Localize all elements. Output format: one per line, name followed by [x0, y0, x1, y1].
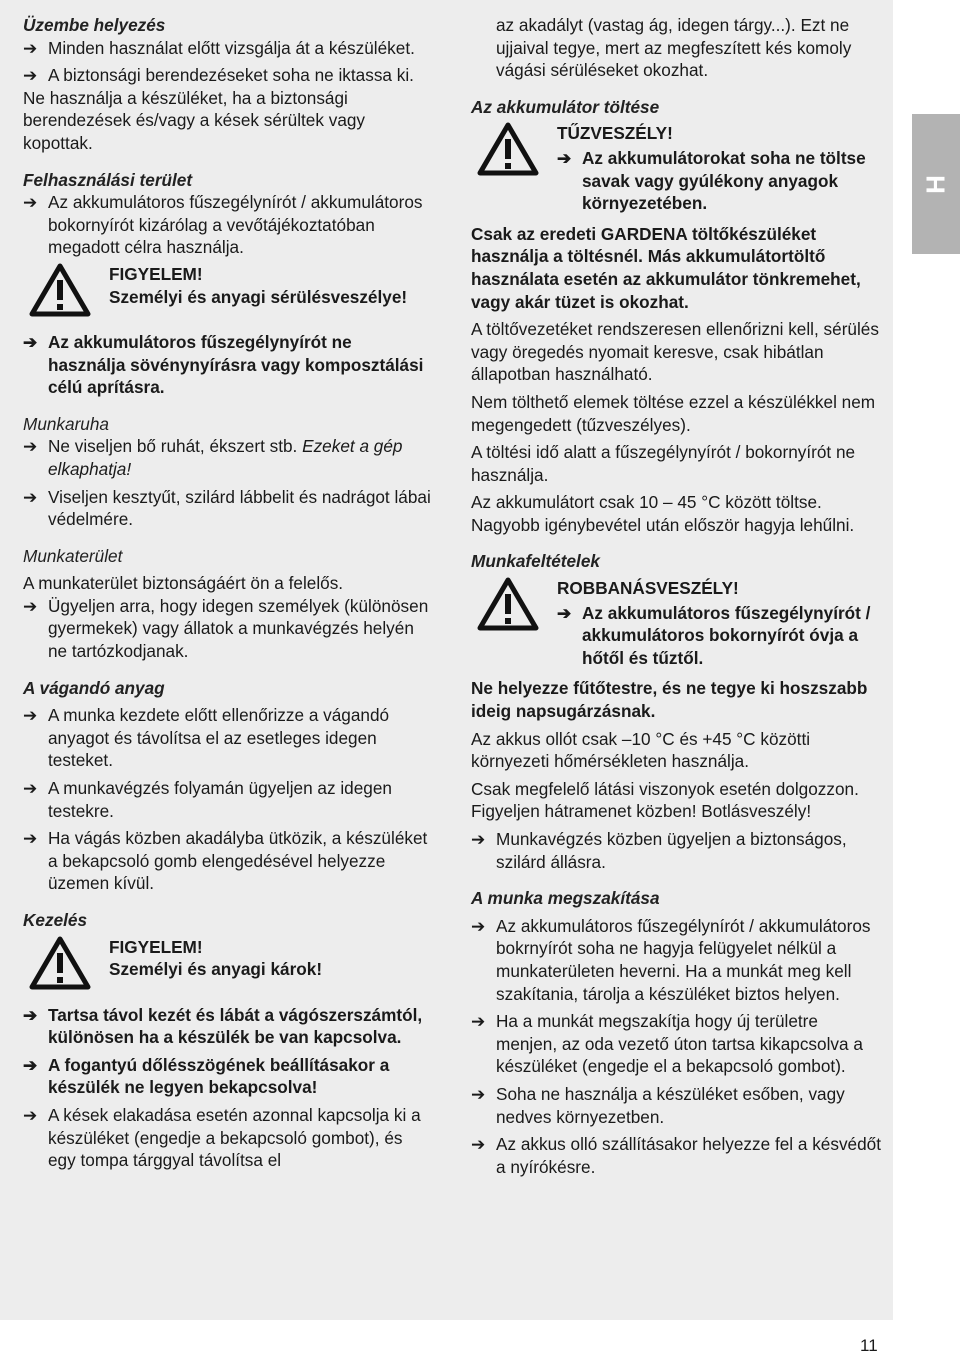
bullet: ➔ Soha ne használja a készüléket esőben, vagy nedves környezetben. — [471, 1083, 845, 1127]
bullet: ➔ Ha vágás közben akadályba ütközik, a készüléket a bekapcsoló gomb elengedésével helyezze üzemen kívül. — [23, 828, 428, 894]
arrow-icon: ➔ — [23, 192, 38, 213]
arrow-icon: ➔ — [471, 1083, 486, 1104]
bullet: ➔ Viseljen kesztyűt, szilárd lábbelit és nadrágot lábai védelmére. — [23, 486, 431, 530]
arrow-icon: ➔ — [23, 486, 38, 507]
paragraph: Nem tölthető elemek töltése ezzel a készülékkel nem megengedett (tűzveszélyes). — [471, 391, 876, 435]
paragraph: A töltési idő alatt a fűszegélynyírót / bokornyírót ne használja. — [471, 442, 856, 485]
heading-felhasznalasi: Felhasználási terület — [23, 169, 193, 190]
bullet: ➔ Az akkumulátoros fűszegélynírót / akkumulátoros bokornyírót kizárólag a vevőtájékoztatóban megadott célra használja. — [23, 192, 423, 258]
arrow-icon: ➔ — [471, 829, 486, 849]
warning-title: FIGYELEM! — [109, 263, 203, 284]
arrow-icon: ➔ — [23, 595, 38, 616]
right-column — [471, 14, 883, 1178]
warning-text: Személyi és anyagi károk! — [109, 959, 323, 980]
bullet: ➔ Az akkumulátoros fűszegélynírót / akkumulátoros bokrnyírót soha ne hagyja felügyelet nélkül a munkaterületen heverni. Ha a munkát meg kell szakítania, tárolja a készüléket biztos helyen. — [471, 915, 871, 1004]
bullet: ➔ Ha a munkát megszakítja hogy új területre menjen, az oda vezető úton tartsa kikapcsolva a készüléket (engedje el a bekapcsoló gombot). — [471, 1011, 863, 1077]
warning-block — [471, 577, 883, 669]
paragraph: Az akkumulátort csak 10 – 45 °C között töltse. Nagyobb igénybevétel után először hagyja lehűlni. — [471, 492, 855, 535]
warning-block — [23, 936, 433, 996]
paragraph: Az akkus ollót csak –10 °C és +45 °C közötti környezeti hőmérsékleten használja. — [471, 728, 811, 772]
warning-title: ROBBANÁSVESZÉLY! — [557, 578, 739, 599]
warning-block — [23, 263, 433, 323]
arrow-icon: ➔ — [23, 705, 38, 726]
paragraph: A töltővezetéket rendszeresen ellenőrizni kell, sérülés vagy öregedés nyomait keresve, csak hibátlan állapotban használható. — [471, 319, 879, 385]
warning-triangle-icon — [29, 936, 91, 990]
bullet-bold: ➔ Az akkumulátorokat soha ne töltse savak vagy gyúlékony anyagok környezetében. — [557, 147, 866, 214]
arrow-icon: ➔ — [23, 65, 38, 86]
bullet-bold: ➔ Az akkumulátoros fűszegélynyírót ne használja sövénynyírásra vagy komposztálási célú aprításra. — [23, 331, 424, 398]
paragraph: Ne használja a készüléket, ha a biztonsági berendezések és/vagy a kések sérültek vagy kopottak. — [23, 87, 366, 153]
bullet: ➔ Ügyeljen arra, hogy idegen személyek (különösen gyermekek) vagy állatok a munkavégzés helyén ne tartózkodjanak. — [23, 595, 429, 662]
arrow-icon: ➔ — [23, 1004, 38, 1025]
warning-text: Személyi és anyagi sérülésveszélye! — [109, 286, 408, 307]
arrow-icon: ➔ — [23, 331, 38, 352]
bullet: ➔ A munkavégzés folyamán ügyeljen az idegen testekre. — [23, 778, 392, 821]
language-tab — [912, 114, 960, 254]
bullet: ➔ A biztonsági berendezéseket soha ne iktassa ki. — [23, 65, 414, 86]
arrow-icon: ➔ — [471, 1011, 486, 1032]
continued-paragraph: az akadályt (vastag ág, idegen tárgy...). Ezt ne ujjaival tegye, mert az megfeszített kés komoly vágási sérüléseket okozhat. — [496, 15, 852, 81]
bullet: ➔ Minden használat előtt vizsgálja át a készüléket. — [23, 37, 415, 58]
arrow-icon: ➔ — [23, 778, 38, 799]
arrow-icon: ➔ — [471, 915, 486, 936]
heading-uzembe: Üzembe helyezés — [23, 15, 166, 35]
arrow-icon: ➔ — [23, 1054, 38, 1075]
warning-triangle-icon — [477, 577, 539, 631]
bullet-bold: ➔ Tartsa távol kezét és lábát a vágószerszámtól, különösen ha a készülék be van kapcsolva. — [23, 1004, 423, 1048]
heading-munkaterulet: Munkaterület — [23, 545, 123, 566]
paragraph-bold: Ne helyezze fűtőtestre, és ne tegye ki hoszszabb ideig napsugárzásnak. — [471, 678, 868, 722]
heading-akkumulator-toltese: Az akkumulátor töltése — [471, 96, 660, 117]
heading-kezeles: Kezelés — [23, 910, 88, 930]
bullet: ➔ Az akkus olló szállításakor helyezze fel a késvédőt a nyírókésre. — [471, 1134, 881, 1177]
bullet-bold: ➔ A fogantyú dőlésszögének beállításakor a készülék ne legyen bekapcsolva! — [23, 1054, 390, 1098]
arrow-icon: ➔ — [23, 436, 38, 457]
paragraph: Figyeljen hátramenet közben! Botlásveszély! — [471, 801, 812, 822]
language-tab-label: H — [920, 175, 951, 194]
bullet: ➔ Ne viseljen bő ruhát, ékszert stb. Ezeket a gép elkaphatja! — [23, 436, 403, 479]
warning-title: FIGYELEM! — [109, 936, 203, 957]
warning-block — [471, 122, 883, 214]
arrow-icon: ➔ — [23, 828, 38, 849]
left-column — [23, 14, 433, 1172]
arrow-icon: ➔ — [557, 147, 572, 168]
bullet: ➔ A kések elakadása esetén azonnal kapcsolja ki a készüléket (engedje a bekapcsoló gombot), és egy tompa tárggyal távolítsa el — [23, 1104, 421, 1171]
heading-vagando: A vágandó anyag — [23, 677, 165, 698]
bullet: ➔ Munkavégzés közben ügyeljen a biztonságos, szilárd állásra. — [471, 829, 847, 872]
bullet-bold: ➔ Az akkumulátoros fűszegélynyírót / akkumulátoros bokornyírót óvja a hőtől és tűztől. — [557, 602, 871, 668]
paragraph-bold: Csak az eredeti GARDENA töltőkészüléket használja a töltésnél. Más akkumulátortöltő használata esetén az akkumulátor tönkremehet, vagy akár tüzet is okozhat. — [471, 223, 861, 312]
arrow-icon: ➔ — [23, 1104, 38, 1125]
heading-munka-megszakitasa: A munka megszakítása — [471, 888, 660, 909]
arrow-icon: ➔ — [23, 37, 38, 58]
heading-munkafeltetelek: Munkafeltételek — [471, 551, 600, 572]
heading-munkaruha: Munkaruha — [23, 413, 109, 434]
warning-triangle-icon — [477, 122, 539, 176]
arrow-icon: ➔ — [557, 602, 572, 623]
bullet: ➔ A munka kezdete előtt ellenőrizze a vágandó anyagot és távolítsa el az esetleges idegen testeket. — [23, 705, 390, 771]
page-number: 11 — [860, 1336, 878, 1355]
paragraph: Csak megfelelő látási viszonyok esetén dolgozzon. — [471, 778, 859, 799]
arrow-icon: ➔ — [471, 1134, 486, 1155]
warning-triangle-icon — [29, 263, 91, 317]
warning-title: TŰZVESZÉLY! — [557, 123, 673, 144]
paragraph: A munkaterület biztonságáért ön a felelős. — [23, 573, 344, 594]
